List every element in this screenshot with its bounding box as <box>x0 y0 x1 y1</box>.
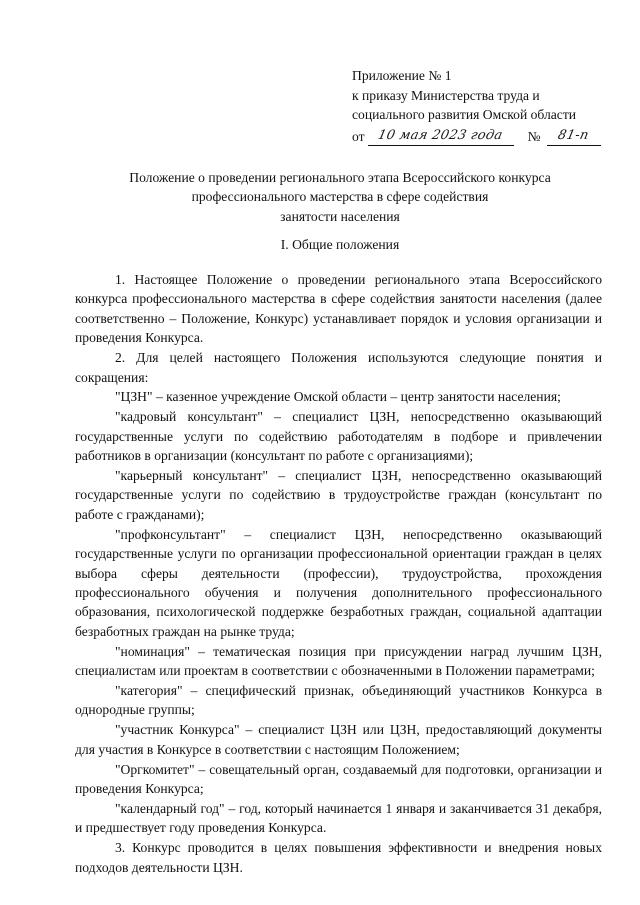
handwritten-date-field <box>368 125 514 147</box>
title-line-3: занятости населения <box>280 208 400 224</box>
handwritten-date: 10 мая 2023 года <box>376 127 505 143</box>
document-body <box>75 270 602 877</box>
definition-prof-consultant: "профконсультант" – специалист ЦЗН, непосредственно оказывающий государственные услуги по организации профессиональной ориентации граждан в целях выбора сферы деятельности (профессии), трудоустройства, прохождения профессионального обучения и получения дополнительного профессионального образования, психологической поддержке безработных граждан, социальной адаптации безработных граждан на рынке труда; <box>75 526 602 639</box>
number-label: № <box>527 128 541 144</box>
definition-category: "категория" – специфический признак, объединяющий участников Конкурса в однородные группы; <box>75 683 602 718</box>
handwritten-number-field <box>547 125 601 147</box>
appendix-ministry-line: социального развития Омской области <box>352 107 577 122</box>
section-heading: I. Общие положения <box>280 237 400 252</box>
document-title <box>80 168 600 226</box>
appendix-order-line: к приказу Министерства труда и <box>352 87 540 103</box>
definition-participant: "участник Конкурса" – специалист ЦЗН или ЦЗН, предоставляющий документы для участия в Конкурсе в соответствии с настоящим Положением; <box>75 722 602 757</box>
definition-calendar-year: "календарный год" – год, который начинается 1 января и заканчивается 31 декабря, и предшествует году проведения Конкурса. <box>75 800 602 836</box>
paragraph-2: 2. Для целей настоящего Положения используются следующие понятия и сокращения: <box>75 350 602 385</box>
appendix-title: Приложение № 1 <box>352 68 452 83</box>
definition-czn: "ЦЗН" – казенное учреждение Омской области – центр занятости населения; <box>115 389 561 405</box>
definition-career-consultant: "карьерный консультант" – специалист ЦЗН, непосредственно оказывающий государственные услуги по содействию в трудоустройстве граждан (консультант по работе с гражданами); <box>75 468 602 522</box>
title-line-1: Положение о проведении регионального этапа Всероссийского конкурса <box>129 170 551 185</box>
paragraph-1: 1. Настоящее Положение о проведении регионального этапа Всероссийского конкурса профессионального мастерства в сфере содействия занятости населения (далее соответственно – Положение, Конкурс) устанавливает порядок и условия организации и проведения Конкурса. <box>75 272 602 346</box>
paragraph-3: 3. Конкурс проводится в целях повышения эффективности и внедрения новых подходов деятельности ЦЗН. <box>75 840 602 875</box>
appendix-date-number-line <box>352 125 622 147</box>
definition-hr-consultant: "кадровый консультант" – специалист ЦЗН, непосредственно оказывающий государственные услуги по содействию работодателям в подборе и привлечении работников в организации (консультант по работе с организациями); <box>75 409 602 464</box>
appendix-block <box>352 66 622 146</box>
definition-nomination: "номинация" – тематическая позиция при присуждении наград лучшим ЦЗН, специалистам или проектам в соответствии с обозначенными в Положении параметрами; <box>75 643 602 679</box>
title-line-2: профессионального мастерства в сфере содействия <box>191 189 489 205</box>
from-label: от <box>352 128 365 144</box>
handwritten-number: 81-п <box>556 127 591 143</box>
definition-orgcommittee: "Оргкомитет" – совещательный орган, создаваемый для подготовки, организации и проведения Конкурса; <box>75 761 602 797</box>
